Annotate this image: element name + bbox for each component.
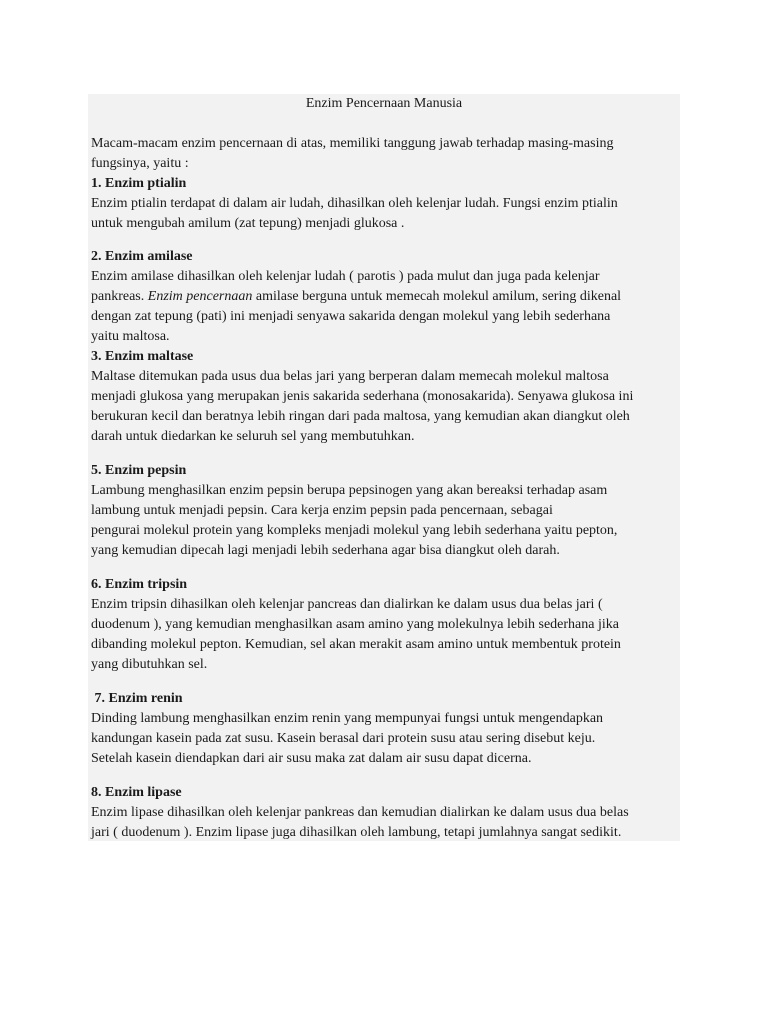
- intro-line: fungsinya, yaitu :: [91, 156, 189, 171]
- section-line: Enzim amilase dihasilkan oleh kelenjar ludah ( parotis ) pada mulut dan juga pada kelenjar: [91, 269, 600, 284]
- intro-line: Macam-macam enzim pencernaan di atas, memiliki tanggung jawab terhadap masing-masing: [91, 136, 614, 151]
- section-line: lambung untuk menjadi pepsin. Cara kerja enzim pepsin pada pencernaan, sebagai: [91, 503, 553, 518]
- section-heading: 1. Enzim ptialin: [91, 176, 187, 191]
- section-amilase: [91, 247, 677, 347]
- section-line: pengurai molekul protein yang kompleks menjadi molekul yang lebih sederhana yaitu pepton,: [91, 523, 618, 538]
- section-line: dengan zat tepung (pati) ini menjadi senyawa sakarida dengan molekul yang lebih sederhana: [91, 309, 611, 324]
- section-line: [91, 287, 677, 307]
- document-page: [88, 94, 680, 841]
- section-line: menjadi glukosa yang merupakan jenis sakarida sederhana (monosakarida). Senyawa glukosa ini: [91, 389, 634, 404]
- section-line: Enzim tripsin dihasilkan oleh kelenjar pancreas dan dialirkan ke dalam usus dua belas jari (: [91, 597, 603, 612]
- section-line: Dinding lambung menghasilkan enzim renin yang mempunyai fungsi untuk mengendapkan: [91, 711, 604, 726]
- section-line: Maltase ditemukan pada usus dua belas jari yang berperan dalam memecah molekul maltosa: [91, 369, 609, 384]
- section-line: darah untuk diedarkan ke seluruh sel yang membutuhkan.: [91, 429, 415, 444]
- section-line: duodenum ), yang kemudian menghasilkan asam amino yang molekulnya lebih sederhana jika: [91, 617, 619, 632]
- section-line: yang dibutuhkan sel.: [91, 657, 208, 672]
- section-line: Enzim ptialin terdapat di dalam air ludah, dihasilkan oleh kelenjar ludah. Fungsi enzim ptialin: [91, 196, 618, 211]
- section-heading: 6. Enzim tripsin: [91, 577, 188, 592]
- section-ptialin: [91, 174, 677, 234]
- section-maltase: [91, 347, 677, 447]
- section-heading: 5. Enzim pepsin: [91, 463, 187, 478]
- italic-term: Enzim pencernaan: [147, 289, 253, 304]
- section-line: berukuran kecil dan beratnya lebih ringan dari pada maltosa, yang kemudian akan diangkut oleh: [91, 409, 630, 424]
- section-line: Lambung menghasilkan enzim pepsin berupa pepsinogen yang akan bereaksi terhadap asam: [91, 483, 608, 498]
- section-pepsin: [91, 461, 677, 561]
- section-line: untuk mengubah amilum (zat tepung) menjadi glukosa .: [91, 216, 405, 231]
- section-line: Enzim lipase dihasilkan oleh kelenjar pankreas dan kemudian dialirkan ke dalam usus dua belas: [91, 805, 629, 820]
- section-heading: 3. Enzim maltase: [91, 349, 194, 364]
- section-heading: 2. Enzim amilase: [91, 249, 193, 264]
- section-line: kandungan kasein pada zat susu. Kasein berasal dari protein susu atau sering disebut keju.: [91, 731, 596, 746]
- section-line-prefix: pankreas.: [91, 289, 148, 304]
- document-body: [91, 94, 677, 843]
- intro-paragraph: [91, 134, 677, 174]
- section-line: Setelah kasein diendapkan dari air susu maka zat dalam air susu dapat dicerna.: [91, 751, 532, 766]
- document-title: Enzim Pencernaan Manusia: [305, 96, 463, 111]
- section-line: dibanding molekul pepton. Kemudian, sel akan merakit asam amino untuk membentuk protein: [91, 637, 621, 652]
- section-tripsin: [91, 575, 677, 675]
- section-lipase: [91, 783, 677, 843]
- section-line-rest: amilase berguna untuk memecah molekul amilum, sering dikenal: [255, 289, 622, 304]
- section-heading: 7. Enzim renin: [91, 691, 183, 706]
- section-line: yaitu maltosa.: [91, 329, 170, 344]
- section-heading: 8. Enzim lipase: [91, 785, 182, 800]
- section-line: jari ( duodenum ). Enzim lipase juga dihasilkan oleh lambung, tetapi jumlahnya sangat sedikit.: [91, 825, 622, 840]
- section-line: yang kemudian dipecah lagi menjadi lebih sederhana agar bisa diangkut oleh darah.: [91, 543, 560, 558]
- section-renin: [91, 689, 677, 769]
